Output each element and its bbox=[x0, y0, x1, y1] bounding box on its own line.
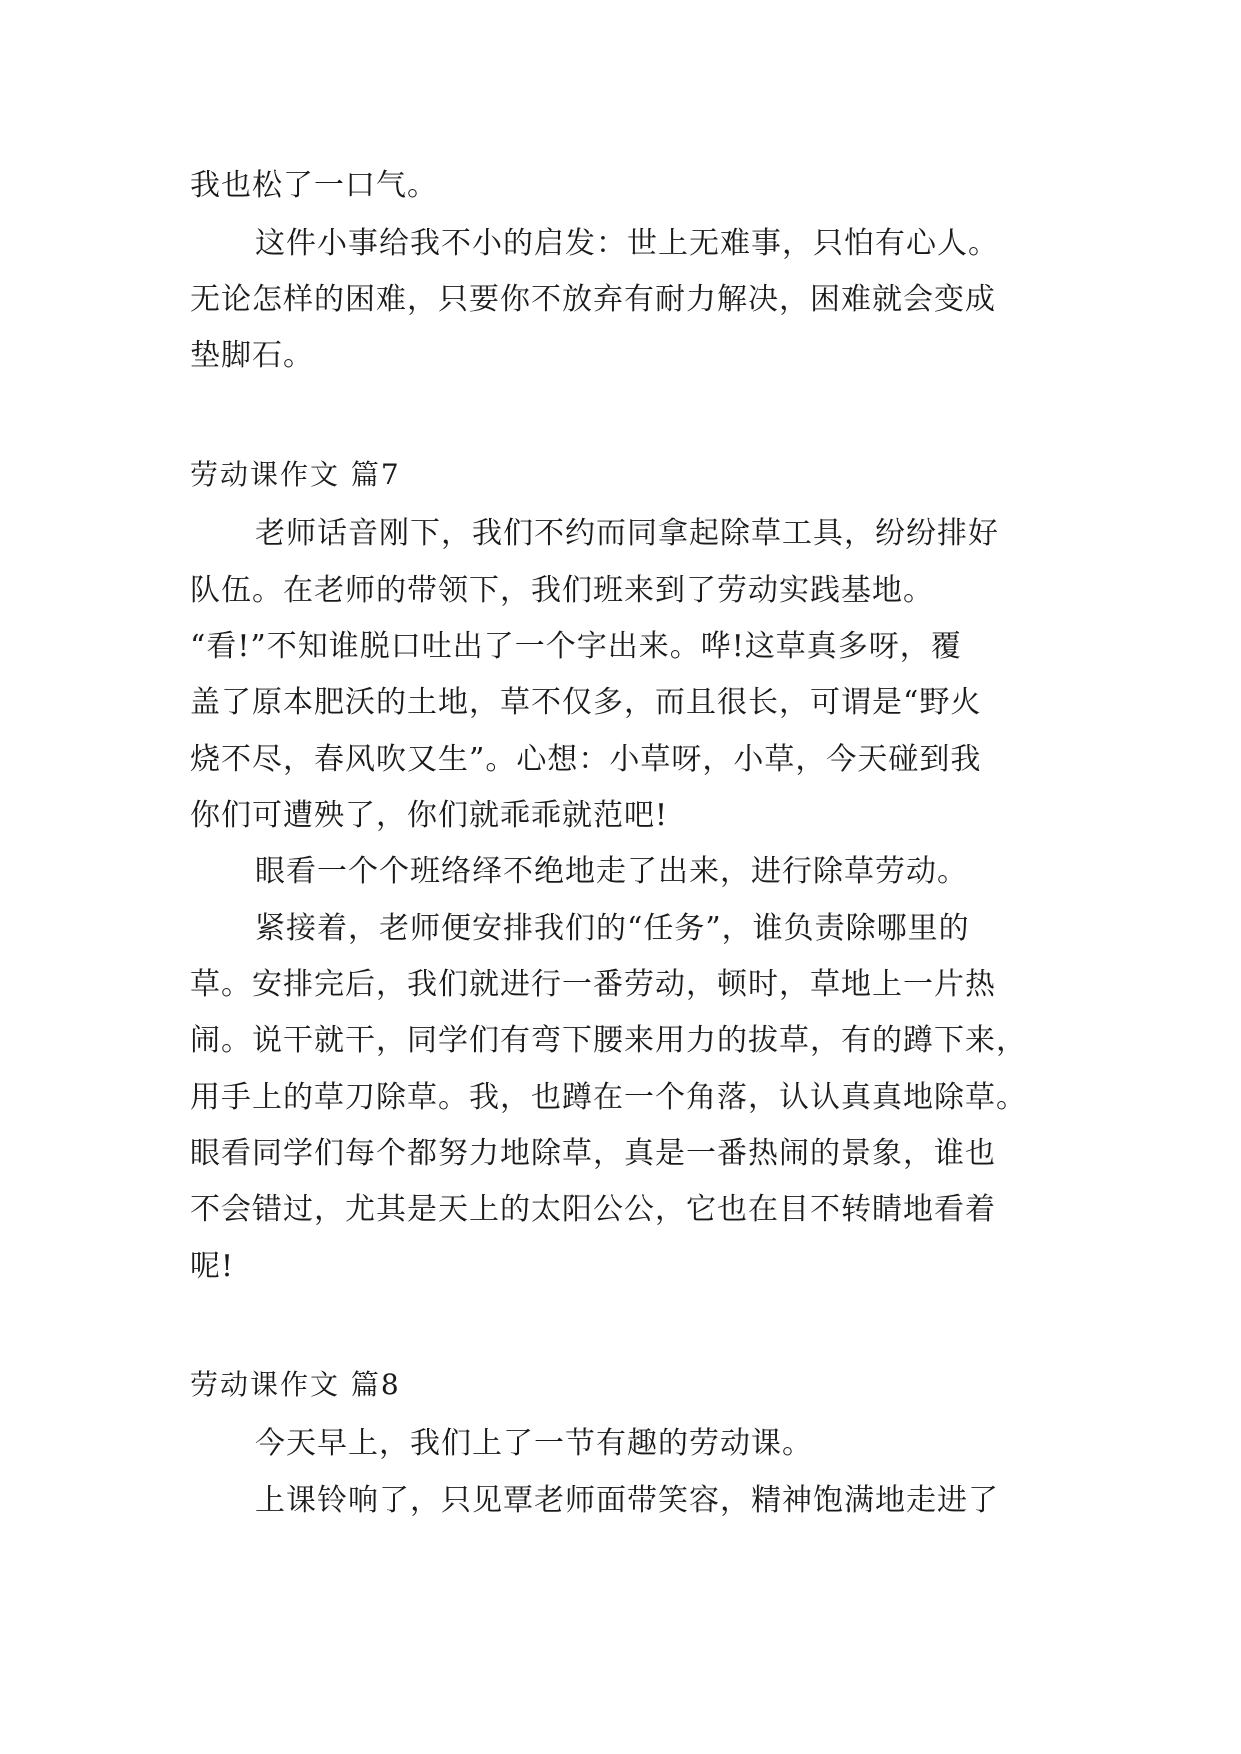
paragraph-line: 闹。说干就干，同学们有弯下腰来用力的拔草，有的蹲下来， bbox=[190, 1023, 1027, 1058]
paragraph-line: 无论怎样的困难，只要你不放弃有耐力解决，困难就会变成 bbox=[190, 282, 996, 317]
paragraph-line: 呢! bbox=[190, 1249, 235, 1284]
paragraph-line: 垫脚石。 bbox=[190, 338, 314, 373]
paragraph-line: 烧不尽，春风吹又生”。心想：小草呀，小草，今天碰到我 bbox=[190, 742, 982, 777]
paragraph-line: 队伍。在老师的带领下，我们班来到了劳动实践基地。 bbox=[190, 573, 934, 608]
paragraph-line: 今天早上，我们上了一节有趣的劳动课。 bbox=[255, 1426, 813, 1461]
paragraph-line: 盖了原本肥沃的土地，草不仅多，而且很长，可谓是“野火 bbox=[190, 685, 982, 720]
paragraph-line: 我也松了一口气。 bbox=[190, 168, 438, 203]
paragraph-line: 用手上的草刀除草。我，也蹲在一个角落，认认真真地除草。 bbox=[190, 1080, 1027, 1115]
paragraph-line: 上课铃响了，只见覃老师面带笑容，精神饱满地走进了 bbox=[255, 1483, 999, 1518]
paragraph-line: 这件小事给我不小的启发：世上无难事，只怕有心人。 bbox=[255, 226, 999, 261]
section-heading: 劳动课作文 篇7 bbox=[190, 458, 401, 491]
paragraph-line: 不会错过，尤其是天上的太阳公公，它也在目不转睛地看着 bbox=[190, 1192, 996, 1227]
paragraph-line: 老师话音刚下，我们不约而同拿起除草工具，纷纷排好 bbox=[255, 516, 999, 551]
paragraph-line: 眼看同学们每个都努力地除草，真是一番热闹的景象，谁也 bbox=[190, 1136, 996, 1171]
paragraph-line: 眼看一个个班络绎不绝地走了出来，进行除草劳动。 bbox=[255, 854, 968, 889]
paragraph-line: 你们可遭殃了，你们就乖乖就范吧! bbox=[190, 798, 669, 833]
paragraph-line: “看!”不知谁脱口吐出了一个字出来。哗!这草真多呀，覆 bbox=[190, 629, 962, 664]
paragraph-line: 草。安排完后，我们就进行一番劳动，顿时，草地上一片热 bbox=[190, 967, 996, 1002]
section-heading: 劳动课作文 篇8 bbox=[190, 1368, 401, 1401]
paragraph-line: 紧接着，老师便安排我们的“任务”，谁负责除哪里的 bbox=[255, 911, 970, 946]
